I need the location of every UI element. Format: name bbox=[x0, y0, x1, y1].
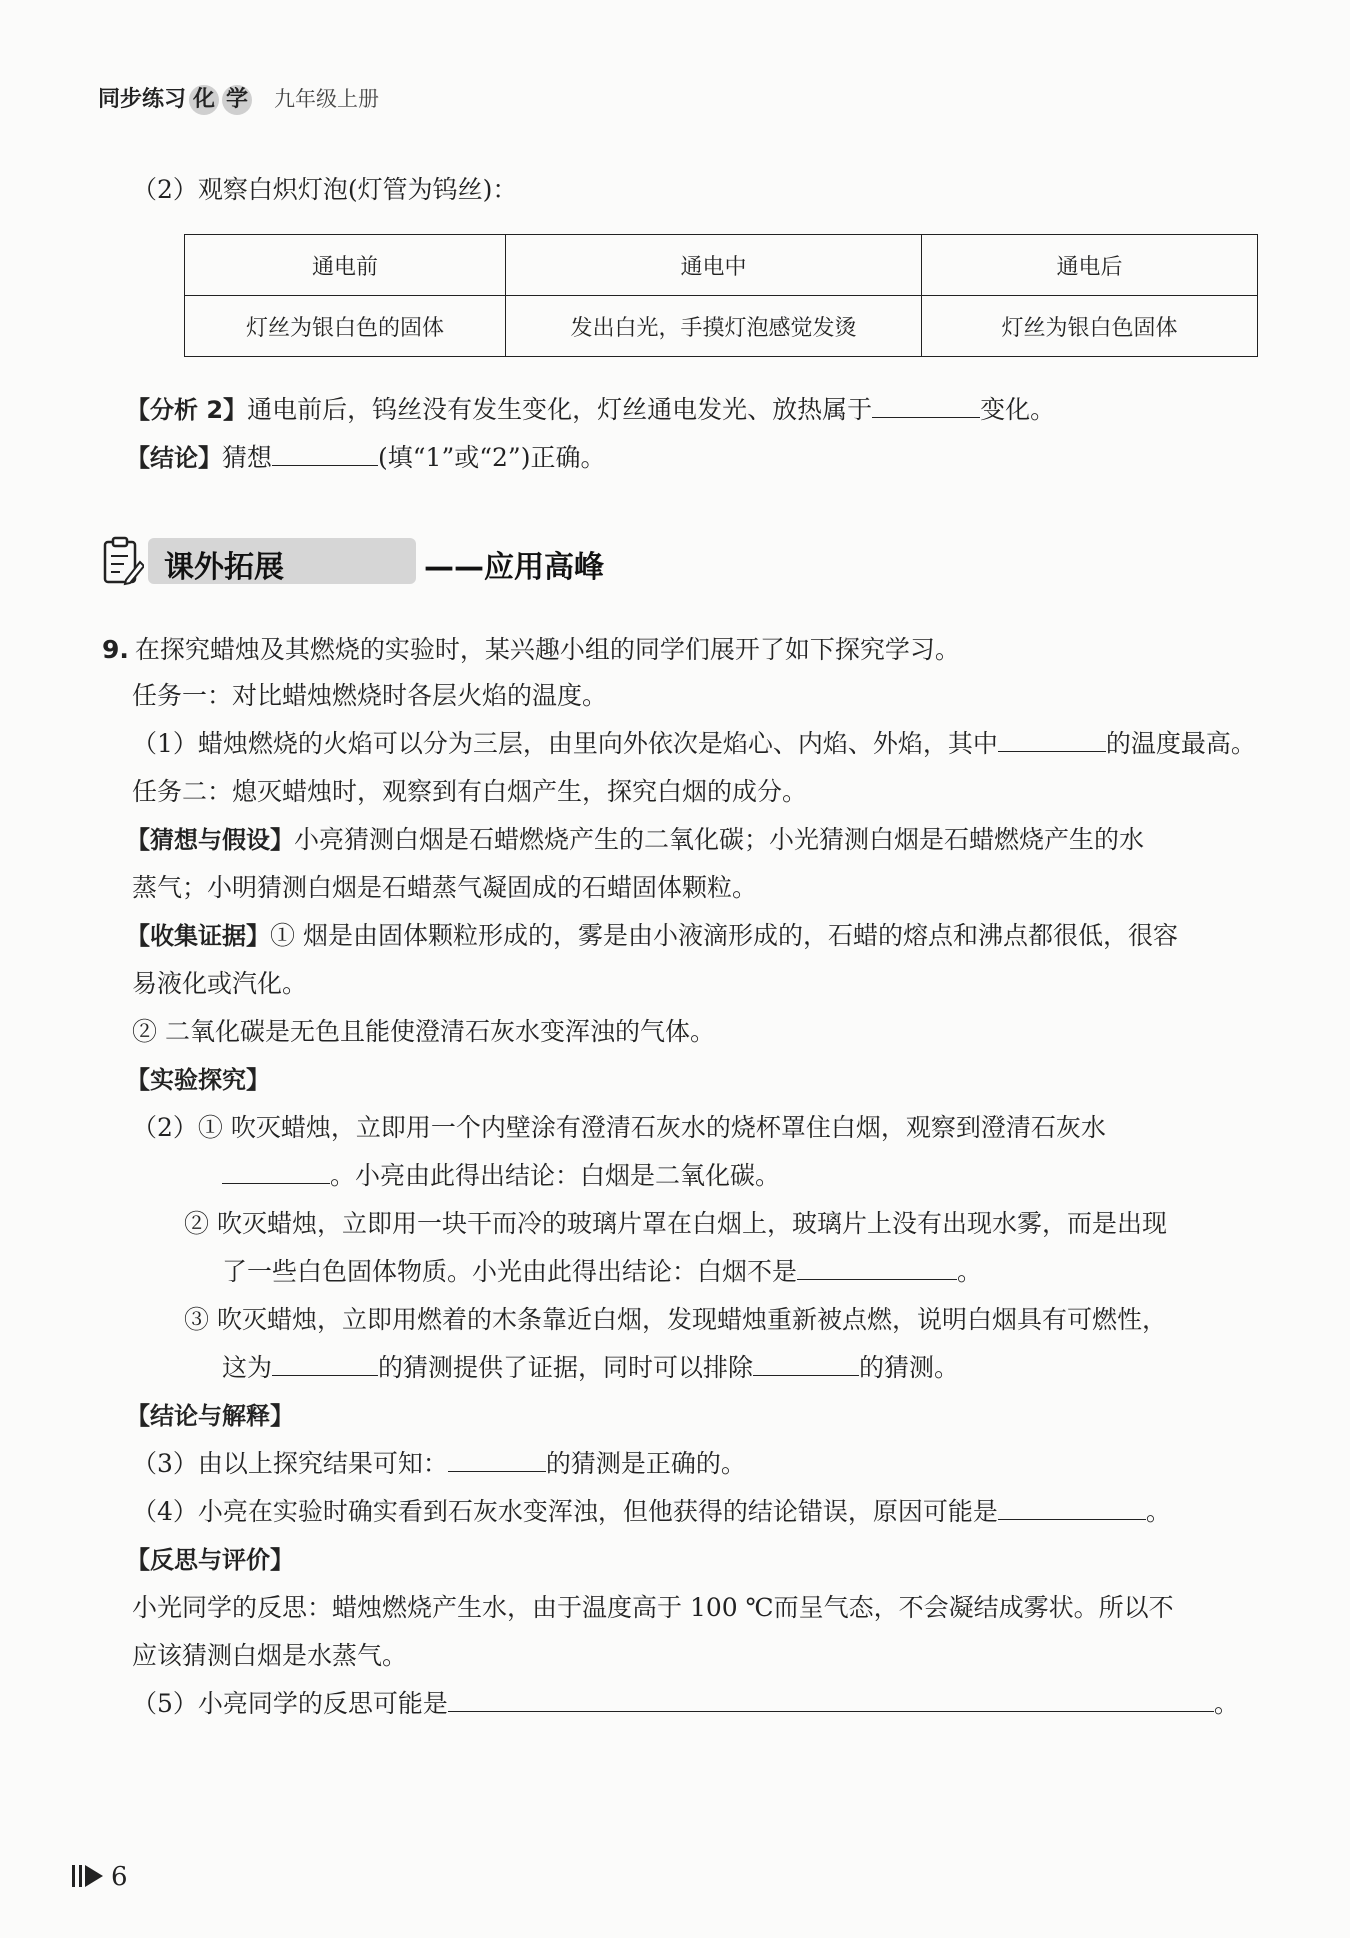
hypothesis-tag: 【猜想与假设】 bbox=[126, 826, 294, 854]
play-arrow-icon bbox=[85, 1865, 103, 1887]
conclusion-line bbox=[126, 438, 605, 474]
reflection-label: 【反思与评价】 bbox=[126, 1546, 294, 1574]
section-subtitle: ——应用高峰 bbox=[424, 550, 604, 585]
evidence-text-2: ② 二氧化碳是无色且能使澄清石灰水变浑浊的气体。 bbox=[132, 1017, 715, 1046]
question-number: 9. bbox=[102, 635, 129, 664]
answer-blank[interactable] bbox=[272, 1353, 378, 1376]
exp2-text-cont: 了一些白色固体物质。小光由此得出结论：白烟不是 bbox=[222, 1257, 798, 1286]
part1-after: 的温度最高。 bbox=[1105, 729, 1256, 758]
exp1-after: 。小亮由此得出结论：白烟是二氧化碳。 bbox=[330, 1161, 781, 1190]
part1-text: （1）蜡烛燃烧的火焰可以分为三层，由里向外依次是焰心、内焰、外焰，其中 bbox=[132, 729, 998, 758]
evidence-text-cont: 易液化或汽化。 bbox=[132, 969, 308, 998]
analysis2-after: 变化。 bbox=[980, 395, 1056, 424]
exp1-line2 bbox=[222, 1156, 780, 1192]
series-title: 同步练习 bbox=[98, 87, 187, 112]
subject-char-2: 学 bbox=[222, 85, 252, 115]
table-cell: 发出白光，手摸灯泡感觉发烫 bbox=[506, 296, 922, 357]
reflection-text-cont: 应该猜测白烟是水蒸气。 bbox=[132, 1641, 408, 1670]
exp2-text: ② 吹灭蜡烛，立即用一块干而冷的玻璃片罩在白烟上，玻璃片上没有出现水雾，而是出现 bbox=[184, 1209, 1167, 1238]
observation-table bbox=[184, 234, 1258, 357]
part5-text: （5）小亮同学的反思可能是 bbox=[132, 1689, 448, 1718]
q9-intro: 在探究蜡烛及其燃烧的实验时，某兴趣小组的同学们展开了如下探究学习。 bbox=[134, 635, 960, 664]
hypothesis-text: 小亮猜测白烟是石蜡燃烧产生的二氧化碳；小光猜测白烟是石蜡燃烧产生的水 bbox=[294, 825, 1145, 854]
table-row bbox=[185, 296, 1258, 357]
experiment-tag-label: 【实验探究】 bbox=[126, 1066, 270, 1094]
reflection-text: 小光同学的反思：蜡烛燃烧产生水，由于温度高于 100 ℃而呈气态，不会凝结成雾状。所以不 bbox=[132, 1593, 1174, 1622]
grade-label: 九年级上册 bbox=[274, 87, 380, 111]
answer-blank[interactable] bbox=[797, 1257, 957, 1280]
experiment-tag bbox=[126, 1060, 270, 1095]
part3-after: 的猜测是正确的。 bbox=[545, 1449, 746, 1478]
part3-text: （3）由以上探究结果可知： bbox=[132, 1449, 448, 1478]
conclusion-explain-label: 【结论与解释】 bbox=[126, 1402, 294, 1430]
analysis2-line bbox=[126, 390, 1055, 426]
answer-blank[interactable] bbox=[272, 443, 378, 466]
exp3-mid: 的猜测提供了证据，同时可以排除 bbox=[378, 1353, 754, 1382]
table-header-cell: 通电后 bbox=[922, 235, 1258, 296]
part4-after: 。 bbox=[1145, 1497, 1171, 1526]
answer-blank[interactable] bbox=[753, 1353, 859, 1376]
exp1-text: （2）① 吹灭蜡烛，立即用一个内壁涂有澄清石灰水的烧杯罩住白烟，观察到澄清石灰水 bbox=[132, 1113, 1106, 1142]
clipboard-pencil-icon bbox=[102, 536, 144, 586]
subject-char-1: 化 bbox=[189, 85, 219, 115]
section-title: 课外拓展 bbox=[164, 550, 284, 585]
answer-blank[interactable] bbox=[998, 1497, 1146, 1520]
answer-blank[interactable] bbox=[998, 729, 1106, 752]
part5-after: 。 bbox=[1213, 1689, 1239, 1718]
analysis2-tag: 【分析 2】 bbox=[126, 396, 248, 424]
part4-line bbox=[132, 1492, 1171, 1528]
part1-line bbox=[132, 724, 1256, 760]
answer-blank[interactable] bbox=[448, 1689, 1214, 1712]
conclusion-tag: 【结论】 bbox=[126, 444, 222, 472]
exp3-text: ③ 吹灭蜡烛，立即用燃着的木条靠近白烟，发现蜡烛重新被点燃，说明白烟具有可燃性， bbox=[184, 1305, 1167, 1334]
evidence-text: ① 烟是由固体颗粒形成的，雾是由小液滴形成的，石蜡的熔点和沸点都很低，很容 bbox=[270, 921, 1178, 950]
conclusion-after: (填“1”或“2”)正确。 bbox=[378, 443, 606, 472]
reflection-tag bbox=[126, 1540, 294, 1575]
exp3-text-cont: 这为 bbox=[222, 1353, 273, 1382]
exp3-after: 的猜测。 bbox=[859, 1353, 960, 1382]
task1-text: 任务一：对比蜡烛燃烧时各层火焰的温度。 bbox=[132, 681, 608, 710]
bars-icon bbox=[72, 1865, 82, 1887]
page-header bbox=[98, 82, 379, 115]
conclusion-explain-tag bbox=[126, 1396, 294, 1431]
task2-text: 任务二：熄灭蜡烛时，观察到有白烟产生，探究白烟的成分。 bbox=[132, 777, 808, 806]
table-header-row bbox=[185, 235, 1258, 296]
part4-text: （4）小亮在实验时确实看到石灰水变浑浊，但他获得的结论错误，原因可能是 bbox=[132, 1497, 998, 1526]
evidence-tag: 【收集证据】 bbox=[126, 922, 270, 950]
part3-line bbox=[132, 1444, 746, 1480]
table-cell: 灯丝为银白色固体 bbox=[922, 296, 1258, 357]
exp2-after: 。 bbox=[957, 1257, 983, 1286]
exp2-line2 bbox=[222, 1252, 982, 1288]
table-header-cell: 通电前 bbox=[185, 235, 506, 296]
page-footer bbox=[72, 1862, 128, 1892]
answer-blank[interactable] bbox=[448, 1449, 546, 1472]
analysis2-text: 通电前后，钨丝没有发生变化，灯丝通电发光、放热属于 bbox=[247, 395, 873, 424]
part5-line bbox=[132, 1684, 1239, 1720]
answer-blank[interactable] bbox=[222, 1161, 330, 1184]
hypothesis-line bbox=[126, 820, 1144, 856]
exp3-line2 bbox=[222, 1348, 959, 1384]
page-number: 6 bbox=[111, 1862, 128, 1892]
evidence-line bbox=[126, 916, 1178, 952]
table-cell: 灯丝为银白色的固体 bbox=[185, 296, 506, 357]
table-header-cell: 通电中 bbox=[506, 235, 922, 296]
hypothesis-text-cont: 蒸气；小明猜测白烟是石蜡蒸气凝固成的石蜡固体颗粒。 bbox=[132, 873, 758, 902]
answer-blank[interactable] bbox=[872, 395, 980, 418]
q9-intro-line bbox=[102, 630, 960, 666]
conclusion-text: 猜想 bbox=[222, 443, 273, 472]
part2-heading: （2）观察白炽灯泡(灯管为钨丝)： bbox=[132, 175, 518, 204]
